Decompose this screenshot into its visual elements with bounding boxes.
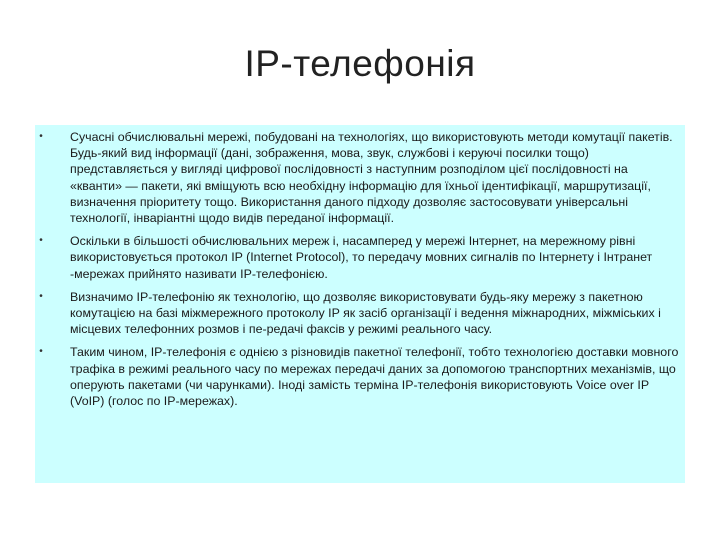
bullet-item-ip-protocol (35, 233, 685, 282)
bullet-item-packet-networks (35, 129, 685, 226)
bullet-text: Визначимо IP-телефонію як технологію, що дозволяє використовувати будь-яку мережу з пакетною комутацією на базі міжмережного протоколу IP як засіб організації і ведення міжнародних, міжміських і місцевих телефонних розмов і пе-редачі факсів у режимі реального часу. (70, 289, 661, 337)
bullet-text: Сучасні обчислювальні мережі, побудовані на технологіях, що використовують методи комутації пакетів. Будь-який вид інформації (дані, зображення, мова, звук, службові і керуючі посилки тощо) представляється у вигляді цифрової послідовності з наступним розподілом цієї послідовності на «кванти» — пакети, які вміщують всю необхідну інформацію для їхньої ідентифікації, маршрутизації, визначення пріоритету тощо. Використання даного підходу дозволяє застосовувати універсальні технології, інваріантні щодо видів переданої інформації. (70, 130, 673, 226)
bullet-text: Оскільки в більшості обчислювальних мереж і, насамперед у мережі Інтернет, на мережному рівні використовується протокол IP (Internet Protocol), то передачу мовних сигналів по Інтернету і Інтранет -мережах прийнято називати IP-телефонією. (70, 234, 653, 281)
slide-title: IP-телефонія (244, 42, 476, 84)
bullet-dot-icon: • (39, 131, 43, 142)
bullet-dot-icon: • (39, 346, 43, 358)
bullet-item-voip (35, 344, 685, 409)
bullet-dot-icon: • (39, 290, 43, 302)
bullet-dot-icon: • (39, 235, 43, 247)
bullet-text: Таким чином, IP-телефонія є однією з різновидів пакетної телефонії, тобто технологією доставки мовного трафіка в режимі реального часу по мережах передачі даних за допомогою транспортних механізмів, що оперують пакетами (чи чарунками). Іноді замість терміна IP-телефонія використовують Voice over IP (VoIP) (голос по IP-мережах). (70, 345, 679, 409)
bullet-item-ip-telephony-definition (35, 289, 685, 338)
content-panel (35, 125, 685, 483)
bullet-list (35, 129, 685, 416)
